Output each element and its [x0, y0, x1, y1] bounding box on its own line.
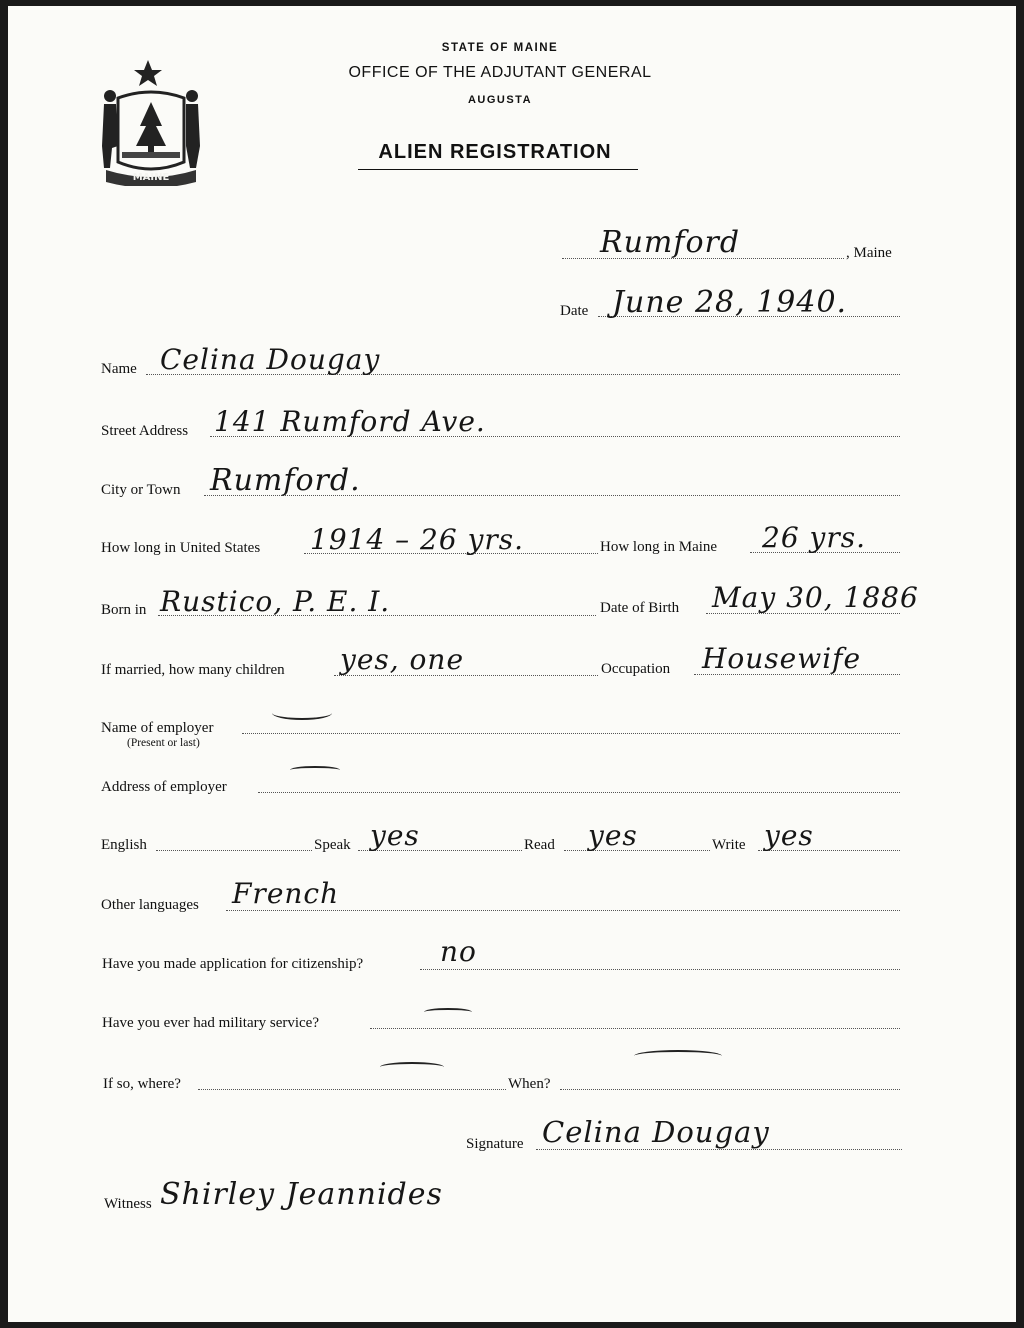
born-entry: Rustico, P. E. I. [160, 585, 391, 618]
how-long-maine-entry: 26 yrs. [762, 521, 867, 554]
signature-label: Signature [466, 1136, 524, 1152]
state-of-maine-seal-icon [96, 56, 206, 186]
date-entry: June 28, 1940. [612, 285, 848, 320]
city-heading: AUGUSTA [467, 94, 533, 106]
state-heading: STATE OF MAINE [441, 42, 559, 54]
military-dash-mark [424, 1008, 472, 1016]
witness-entry: Shirley Jeannides [160, 1177, 443, 1212]
how-long-maine-label: How long in Maine [600, 539, 718, 555]
read-label: Read [524, 837, 555, 853]
svg-text:MAINE: MAINE [132, 172, 170, 183]
speak-label: Speak [314, 837, 351, 853]
citizenship-line [420, 969, 900, 970]
signature-entry: Celina Dougay [542, 1115, 770, 1149]
military-label: Have you ever had military service? [102, 1015, 319, 1031]
form-title: ALIEN REGISTRATION [378, 141, 612, 163]
street-entry: 141 Rumford Ave. [214, 405, 486, 438]
when-line [560, 1089, 900, 1090]
read-entry: yes [588, 819, 638, 852]
married-label: If married, how many children [101, 662, 285, 678]
where-line [198, 1089, 506, 1090]
dob-label: Date of Birth [600, 600, 680, 616]
other-languages-label: Other languages [101, 897, 199, 913]
city-entry: Rumford. [210, 463, 361, 498]
city-label: City or Town [101, 482, 181, 498]
witness-label: Witness [104, 1196, 152, 1212]
citizenship-label: Have you made application for citizenship? [102, 956, 364, 972]
how-long-us-entry: 1914 – 26 yrs. [310, 523, 525, 556]
employer-address-label: Address of employer [101, 779, 227, 795]
when-dash-mark [634, 1050, 722, 1062]
signature-line [536, 1149, 902, 1150]
speak-entry: yes [370, 819, 420, 852]
employer-address-dash-mark [290, 766, 340, 774]
maine-label: , Maine [846, 245, 892, 261]
born-label: Born in [101, 602, 147, 618]
occupation-entry: Housewife [702, 642, 862, 675]
where-dash-mark [380, 1062, 444, 1072]
name-label: Name [101, 361, 137, 377]
citizenship-entry: no [440, 935, 477, 968]
write-label: Write [712, 837, 746, 853]
military-line [370, 1028, 900, 1029]
how-long-us-label: How long in United States [101, 540, 261, 556]
employer-label: Name of employer [101, 720, 214, 736]
date-label: Date [560, 303, 589, 319]
name-entry: Celina Dougay [160, 343, 381, 376]
other-languages-entry: French [232, 877, 340, 910]
english-line [156, 850, 312, 851]
employer-sublabel: (Present or last) [127, 737, 200, 749]
street-label: Street Address [101, 423, 189, 439]
employer-address-line [258, 792, 900, 793]
where-label: If so, where? [103, 1076, 181, 1092]
office-heading: OFFICE OF THE ADJUTANT GENERAL [348, 64, 652, 81]
title-underline [358, 169, 638, 170]
employer-line [242, 733, 900, 734]
married-entry: yes, one [340, 643, 465, 676]
write-entry: yes [764, 819, 814, 852]
dob-entry: May 30, 1886 [712, 581, 919, 614]
other-languages-line [226, 910, 900, 911]
town-entry: Rumford [600, 225, 741, 260]
employer-dash-mark [272, 706, 332, 720]
when-label: When? [508, 1076, 551, 1092]
occupation-label: Occupation [601, 661, 671, 677]
english-label: English [101, 837, 147, 853]
